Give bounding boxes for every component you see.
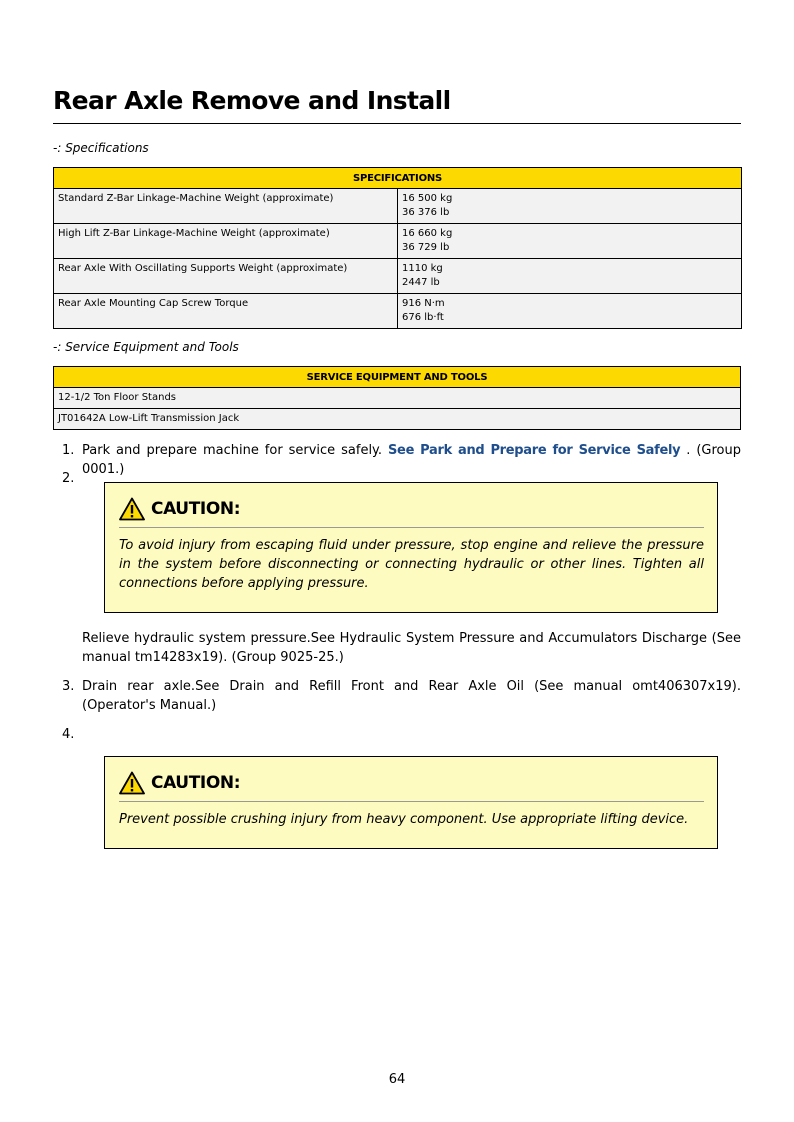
caution-divider bbox=[119, 801, 704, 802]
caution-text: Prevent possible crushing injury from heavy component. Use appropriate lifting device. bbox=[119, 812, 689, 827]
step-2-text: Relieve hydraulic system pressure.See Hydraulic System Pressure and Accumulators Discharge (See manual tm14283x19). (Group 9025-25.) bbox=[82, 631, 741, 665]
tools-table-header: SERVICE EQUIPMENT AND TOOLS bbox=[54, 367, 741, 388]
title-divider bbox=[53, 123, 741, 124]
tools-table bbox=[53, 366, 741, 430]
table-row bbox=[54, 189, 742, 224]
tool-item: JT01642A Low-Lift Transmission Jack bbox=[54, 409, 741, 430]
step-1-number: 1. bbox=[62, 443, 75, 458]
step-1-text-before: Park and prepare machine for service safely. bbox=[82, 443, 388, 458]
spec-value-metric: 916 N·m bbox=[402, 298, 445, 309]
spec-label: Rear Axle Mounting Cap Screw Torque bbox=[54, 294, 398, 329]
park-prepare-link[interactable]: See Park and Prepare for Service Safely bbox=[387, 443, 681, 458]
specifications-subhead: -: Specifications bbox=[53, 141, 149, 155]
specifications-table bbox=[53, 167, 742, 329]
table-row bbox=[54, 259, 742, 294]
spec-value-imperial: 2447 lb bbox=[402, 277, 440, 288]
spec-value-metric: 1110 kg bbox=[402, 263, 443, 274]
spec-value bbox=[398, 259, 742, 294]
spec-value-metric: 16 660 kg bbox=[402, 228, 453, 239]
spec-value-imperial: 676 lb·ft bbox=[402, 312, 444, 323]
caution-divider bbox=[119, 527, 704, 528]
table-row bbox=[54, 294, 742, 329]
spec-value bbox=[398, 224, 742, 259]
specifications-table-header: SPECIFICATIONS bbox=[54, 168, 742, 189]
caution-header bbox=[119, 769, 240, 797]
spec-value-imperial: 36 729 lb bbox=[402, 242, 450, 253]
step-3-text: Drain rear axle.See Drain and Refill Front and Rear Axle Oil (See manual omt406307x19). (Operator's Manual.) bbox=[82, 679, 741, 713]
spec-label: High Lift Z-Bar Linkage-Machine Weight (approximate) bbox=[54, 224, 398, 259]
spec-value bbox=[398, 189, 742, 224]
caution-box bbox=[104, 756, 718, 849]
spec-label: Rear Axle With Oscillating Supports Weight (approximate) bbox=[54, 259, 398, 294]
spec-label: Standard Z-Bar Linkage-Machine Weight (approximate) bbox=[54, 189, 398, 224]
caution-title: CAUTION: bbox=[151, 499, 241, 519]
table-row bbox=[54, 409, 741, 430]
spec-value-imperial: 36 376 lb bbox=[402, 207, 450, 218]
caution-header bbox=[119, 495, 240, 523]
table-row bbox=[54, 388, 741, 409]
page-number: 64 bbox=[388, 1072, 406, 1087]
warning-triangle-icon bbox=[119, 771, 145, 795]
tools-subhead: -: Service Equipment and Tools bbox=[53, 340, 239, 354]
step-1-text bbox=[82, 441, 741, 479]
step-4-number: 4. bbox=[62, 727, 75, 742]
spec-value bbox=[398, 294, 742, 329]
step-2-number: 2. bbox=[62, 471, 75, 486]
table-row bbox=[54, 224, 742, 259]
page-title: Rear Axle Remove and Install bbox=[53, 86, 451, 115]
warning-triangle-icon bbox=[119, 497, 145, 521]
caution-box bbox=[104, 482, 718, 613]
tool-item: 12-1/2 Ton Floor Stands bbox=[54, 388, 741, 409]
caution-text: To avoid injury from escaping fluid under pressure, stop engine and relieve the pressure in the system before disconnecting or connecting hydraulic or other lines. Tighten all connections before applying pressure. bbox=[119, 538, 704, 591]
spec-value-metric: 16 500 kg bbox=[402, 193, 453, 204]
step-3-number: 3. bbox=[62, 679, 75, 694]
step-1-text-after: . (Group 0001.) bbox=[82, 443, 742, 477]
caution-title: CAUTION: bbox=[151, 773, 241, 793]
